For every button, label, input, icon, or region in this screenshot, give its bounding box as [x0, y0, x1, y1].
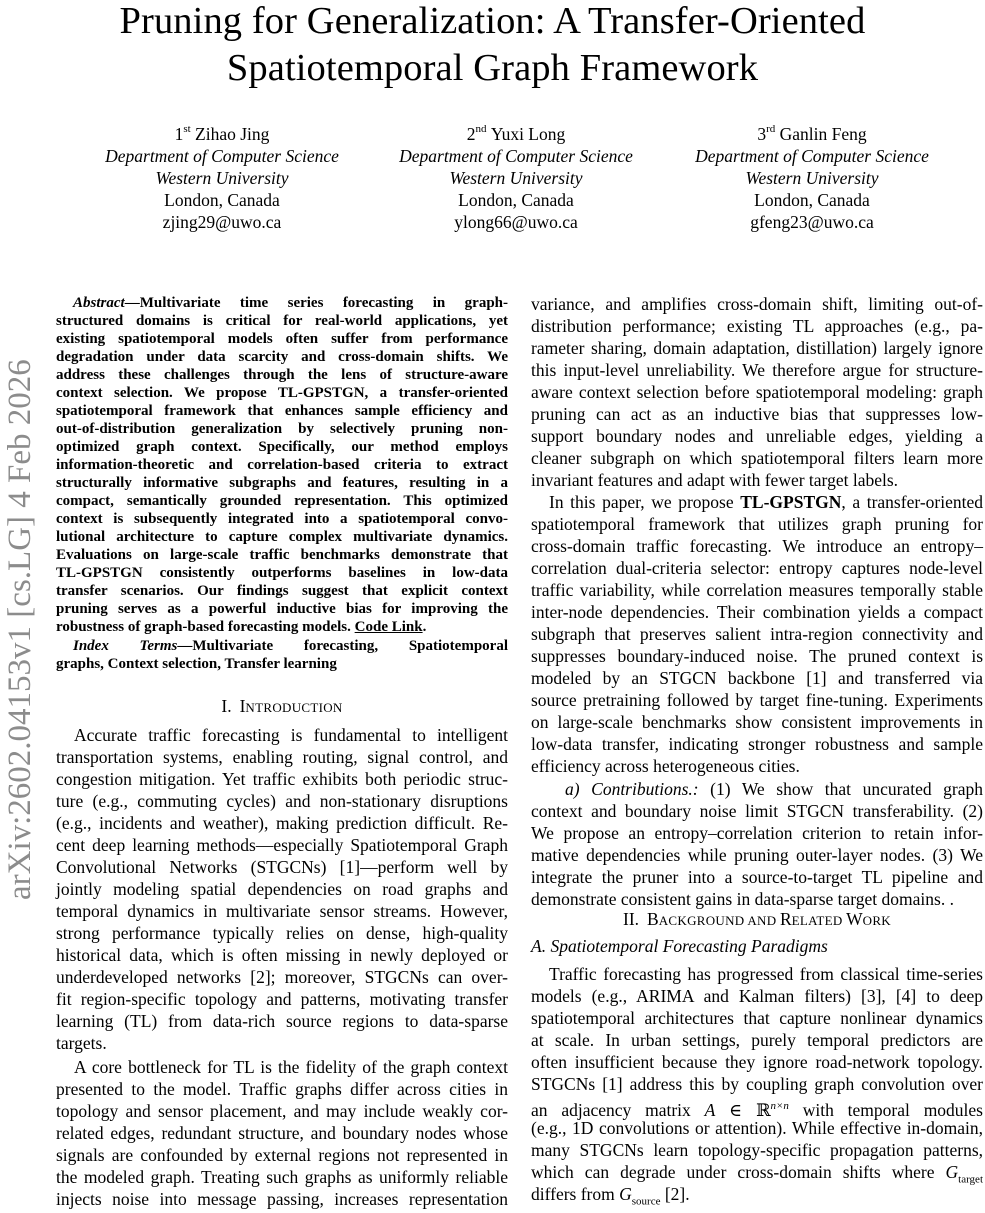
abstract-line: spatiotemporal framework that enhances sample efficiency and [56, 403, 508, 419]
author-block-1 [72, 119, 372, 233]
body-line: correlation dual-criteria selector: entropy captures node-level [531, 558, 983, 578]
body-line: support boundary nodes and unreliable edges, yielding a [531, 426, 983, 446]
body-line: Convolutional Networks (STGCNs) [1]—perform well by [56, 857, 508, 877]
body-line: underdeveloped networks [2]; moreover, STGCNs can over- [56, 967, 508, 987]
body-line: models (e.g., ARIMA and Kalman filters) [3], [4] to deep [531, 986, 983, 1006]
body-line: historical data, which is often missing in newly deployed or [56, 945, 508, 965]
body-line: cent deep learning methods—especially Spatiotemporal Graph [56, 835, 508, 855]
body-line: low-data transfer, indicating stronger robustness and sample [531, 734, 983, 754]
body-line: fit region-specific topology and patterns, motivating transfer [56, 989, 508, 1009]
body-line: (e.g., incidents and weather), making prediction difficult. Re- [56, 813, 508, 833]
body-line: subgraph that preserves salient intra-region connectivity and [531, 624, 983, 644]
index-terms-label: Index Terms [73, 638, 178, 654]
body-line: topology and sensor placement, and may include weakly cor- [56, 1101, 508, 1121]
body-line: often insufficient because they ignore road-network topology. [531, 1052, 983, 1072]
abstract-line: information-theoretic and correlation-based criteria to extract [56, 457, 508, 473]
body-line: strong performance typically relies on dense, high-quality [56, 923, 508, 943]
body-line: context and boundary noise limit STGCN transferability. (2) [531, 801, 983, 821]
contributions-label: a) Contributions.: [565, 779, 699, 799]
body-line: related edges, redundant structure, and boundary nodes whose [56, 1123, 508, 1143]
body-line: modeled by an STGCN backbone [1] and transferred via [531, 668, 983, 688]
author-email: gfeng23@uwo.ca [750, 211, 874, 232]
math-symbol: G [945, 1162, 959, 1182]
author-block-3 [662, 119, 962, 233]
body-line: efficiency across heterogeneous cities. [531, 756, 800, 776]
author-location: London, Canada [164, 189, 280, 210]
body-line: spatiotemporal framework that utilizes graph pruning for [531, 514, 983, 534]
body-line: targets. [56, 1033, 107, 1053]
body-line: traffic variability, while correlation measures temporally stable [531, 580, 983, 600]
body-line: spatiotemporal architectures that capture nonlinear dynamics [531, 1008, 983, 1028]
body-line: differs from $G_{source}$ [2]. [531, 1184, 690, 1208]
body-line: We propose an entropy–correlation criterion to retain infor- [531, 823, 983, 843]
abstract-line: address these challenges through the lens of structure-aware [56, 367, 508, 383]
body-line: an adjacency matrix A ∈ ℝ$^{n\times n}$ with temporal modules [531, 1099, 983, 1120]
author-name: 1st Zihao Jing [174, 123, 270, 144]
body-line: which can degrade under cross-domain shifts where $G_{target}$ [531, 1162, 983, 1186]
body-line: jointly modeling spatial dependencies on road graphs and [56, 879, 508, 899]
abstract-line: transfer scenarios. Our findings suggest that explicit context [56, 583, 508, 599]
body-line: congestion mitigation. Yet traffic exhibits both periodic struc- [56, 769, 508, 789]
body-line: rameter sharing, domain adaptation, distillation) largely ignore [531, 338, 983, 358]
section-heading-background: II. BACKGROUND AND RELATED WORK [623, 909, 891, 929]
body-line: (e.g., 1D convolutions or attention). While effective in-domain, [531, 1118, 983, 1138]
body-line: cleaner subgraph on which spatiotemporal filters learn more [531, 448, 983, 468]
author-department: Department of Computer Science [399, 145, 633, 166]
body-line: A core bottleneck for TL is the fidelity of the graph context [74, 1057, 508, 1077]
body-line: on large-scale benchmarks show consistent improvements in [531, 712, 983, 732]
paper-title-line-2: Spatiotemporal Graph Framework [226, 47, 759, 89]
body-line: invariant features and adapt with fewer target labels. [531, 470, 899, 490]
body-line: aware context selection before spatiotemporal modeling: graph [531, 382, 983, 402]
abstract-line: TL-GPSTGN consistently outperforms baselines in low-data [56, 565, 508, 581]
abstract-line: pruning serves as a powerful inductive bias for improving the [56, 601, 508, 617]
author-block-2 [366, 119, 666, 233]
author-email: ylong66@uwo.ca [454, 211, 578, 232]
author-email: zjing29@uwo.ca [162, 211, 282, 232]
author-department: Department of Computer Science [105, 145, 339, 166]
body-line: many STGCNs learn topology-specific propagation patterns, [531, 1140, 983, 1160]
body-line: mative dependencies while pruning outer-layer nodes. (3) We [531, 845, 983, 865]
abstract-line: robustness of graph-based forecasting models. Code Link. [56, 619, 427, 635]
body-line: injects noise into message passing, increases representation [56, 1189, 508, 1209]
method-name: TL-GPSTGN [740, 492, 842, 512]
abstract-line: structured domains is critical for real-world applications, yet [56, 313, 508, 329]
subsection-heading: A. Spatiotemporal Forecasting Paradigms [531, 936, 828, 956]
body-line: suppresses boundary-induced noise. The pruned context is [531, 646, 983, 666]
index-terms-line: graphs, Context selection, Transfer learning [56, 656, 337, 672]
author-department: Department of Computer Science [695, 145, 929, 166]
body-line: this input-level unreliability. We therefore argue for structure- [531, 360, 983, 380]
abstract-label: Abstract [73, 295, 125, 311]
body-line: transportation systems, enabling routing, signal control, and [56, 747, 508, 767]
abstract-line: compact, semantically grounded representation. This optimized [56, 493, 508, 509]
author-university: Western University [155, 167, 289, 188]
body-line: learning (TL) from data-rich source regions to data-sparse [56, 1011, 508, 1031]
body-line: source pretraining followed by target fine-tuning. Experiments [531, 690, 983, 710]
abstract-line: context selection. We propose TL-GPSTGN, a transfer-oriented [56, 385, 508, 401]
body-line: cross-domain traffic forecasting. We introduce an entropy– [531, 536, 983, 556]
math-symbol: G [619, 1184, 632, 1204]
abstract-line: context is subsequently integrated into a spatiotemporal convo- [56, 511, 508, 527]
body-line: signals are confounded by external regions not represented in [56, 1145, 508, 1165]
body-line: Traffic forecasting has progressed from classical time-series [549, 964, 983, 984]
author-name: 2nd Yuxi Long [466, 123, 566, 144]
body-line: presented to the model. Traffic graphs differ across cities in [56, 1079, 508, 1099]
body-line: pruning can act as an inductive bias that suppresses low- [531, 404, 983, 424]
body-line: temporal dynamics in multivariate sensor streams. However, [56, 901, 508, 921]
abstract-line: lutional architecture to capture complex multivariate dynamics. [56, 529, 508, 545]
body-line: ture (e.g., commuting cycles) and non-stationary disruptions [56, 791, 508, 811]
paper-title-line-1: Pruning for Generalization: A Transfer-Oriented [119, 0, 866, 42]
index-terms-line: Index Terms—Multivariate forecasting, Spatiotemporal [73, 638, 508, 654]
body-line: a) Contributions.: (1) We show that uncurated graph [565, 779, 983, 799]
body-line: the modeled graph. Treating such graphs as uniformly reliable [56, 1167, 508, 1187]
arxiv-identifier-stamp: arXiv:2602.04153v1 [cs.LG] 4 Feb 2026 [2, 359, 38, 900]
body-line: integrate the pruner into a source-to-target TL pipeline and [531, 867, 983, 887]
abstract-line: structurally informative subgraphs and features, resulting in a [56, 475, 508, 491]
abstract-line: out-of-distribution generalization by selectively pruning non- [56, 421, 508, 437]
body-line: STGCNs [1] address this by coupling graph convolution over [531, 1074, 983, 1094]
abstract-line: optimized graph context. Specifically, our method employs [56, 439, 508, 455]
body-line: demonstrate consistent gains in data-sparse target domains. . [531, 889, 954, 909]
abstract-line: degradation under data scarcity and cross-domain shifts. We [56, 349, 508, 365]
body-line: In this paper, we propose TL-GPSTGN, a transfer-oriented [549, 492, 983, 512]
author-location: London, Canada [458, 189, 574, 210]
body-line: distribution performance; existing TL approaches (e.g., pa- [531, 316, 983, 336]
author-location: London, Canada [754, 189, 870, 210]
section-heading-introduction: I. INTRODUCTION [221, 696, 343, 716]
code-link[interactable]: Code Link [354, 619, 423, 635]
author-university: Western University [745, 167, 879, 188]
abstract-line: Evaluations on large-scale traffic benchmarks demonstrate that [56, 547, 508, 563]
body-line: variance, and amplifies cross-domain shift, limiting out-of- [531, 294, 983, 314]
body-line: at scale. In urban settings, purely temporal predictors are [531, 1030, 983, 1050]
author-name: 3rd Ganlin Feng [757, 123, 867, 144]
body-line: inter-node dependencies. Their combination yields a compact [531, 602, 983, 622]
math-symbol: A [704, 1099, 716, 1120]
abstract-line: existing spatiotemporal models often suffer from performance [56, 331, 508, 347]
author-university: Western University [449, 167, 583, 188]
abstract-line: Abstract—Multivariate time series forecasting in graph- [73, 295, 508, 311]
body-line: Accurate traffic forecasting is fundamental to intelligent [74, 725, 508, 745]
